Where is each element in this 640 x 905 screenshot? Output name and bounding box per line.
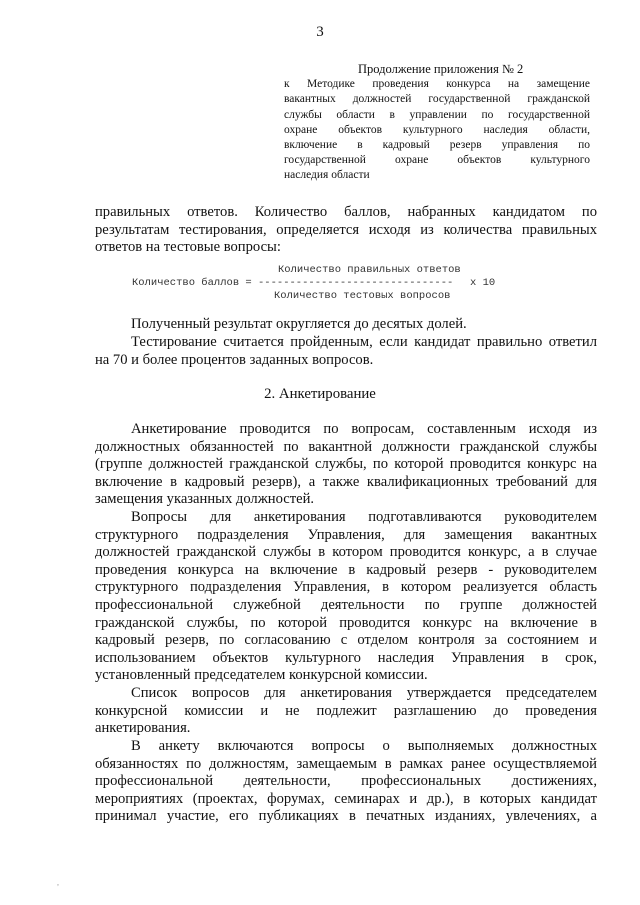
- paragraph-rounding: [95, 316, 597, 334]
- formula-denominator: Количество тестовых вопросов: [274, 290, 451, 302]
- text-line: структурного подразделения Управления, в котором реализуется область: [95, 579, 597, 596]
- paragraph-question-list: [95, 685, 597, 738]
- text-line: на 70 и более процентов заданных вопросов.: [95, 351, 374, 368]
- appendix-line: к Методике проведения конкурса на замещение: [284, 78, 590, 91]
- formula-multiplier: x 10: [470, 277, 496, 289]
- appendix-line: службы области в управлении по государственной: [284, 108, 590, 121]
- paragraph-survey-content: [95, 738, 597, 826]
- paragraph-questions-prepared: [95, 509, 597, 685]
- text-line: гражданской службы, по которой проводится конкурс на включение в: [95, 614, 597, 631]
- text-line: Анкетирование проводится по вопросам, составленным исходя из: [131, 421, 597, 437]
- appendix-line: вакантных должностей государственной гражданской: [284, 93, 590, 106]
- text-line: Полученный результат округляется до десятых долей.: [131, 316, 467, 332]
- text-line: замещения указанных должностей.: [95, 491, 315, 508]
- text-line: анкетирования.: [95, 720, 191, 737]
- text-line: В анкету включаются вопросы о выполняемых должностных: [131, 738, 597, 754]
- appendix-line: включение в кадровый резерв управления по: [284, 139, 590, 152]
- paragraph-survey-basis: [95, 421, 597, 509]
- appendix-header: [284, 62, 590, 184]
- text-line: кадровый резерв, по согласованию с отделом контроля за состоянием и: [95, 632, 597, 649]
- formula-fraction-bar: -------------------------------: [258, 277, 454, 289]
- text-line: профессиональной деятельности, профессиональных достижениях,: [95, 773, 597, 790]
- text-line: принимал участие, его публикациях в печатных изданиях, увлечениях, а: [95, 808, 597, 825]
- formula-lhs: Количество баллов =: [132, 277, 252, 289]
- paragraph-testing-score: [95, 204, 597, 257]
- appendix-title: Продолжение приложения № 2: [358, 62, 524, 76]
- text-line: проведения конкурса на включение в кадровый резерв - руководителем: [95, 561, 597, 578]
- text-line: обязанностях по должностям, замещаемым в рамках ранее осуществляемой: [95, 755, 597, 772]
- footer-mark: ,: [57, 878, 59, 887]
- text-line: Список вопросов для анкетирования утверждается председателем: [131, 685, 597, 701]
- text-line: установленный председателем конкурсной комиссии.: [95, 667, 428, 684]
- appendix-line: охране объектов культурного наследия области,: [284, 123, 590, 136]
- text-line: Вопросы для анкетирования подготавливаются руководителем: [131, 509, 597, 525]
- text-line: должностных обязанностей по вакантной должности гражданской службы: [95, 438, 597, 455]
- page-number: 3: [316, 24, 324, 40]
- appendix-line: наследия области: [284, 169, 370, 182]
- text-line: профессиональной служебной деятельности по группе должностей: [95, 596, 597, 613]
- text-line: конкурсной комиссии и не подлежит разглашению до проведения: [95, 702, 597, 719]
- text-line: структурного подразделения Управления, для замещения вакантных: [95, 526, 597, 543]
- text-line: мероприятиях (проектах, форумах, семинарах и др.), в которых кандидат: [95, 790, 597, 807]
- text-line: включение в кадровый резерв), а также квалификационных требований для: [95, 473, 597, 490]
- text-line: правильных ответов. Количество баллов, набранных кандидатом по: [95, 204, 597, 220]
- text-line: использованием объектов культурного наследия Управления в срок,: [95, 649, 597, 666]
- text-line: должностей гражданской службы в котором проводится конкурс, а в случае: [95, 544, 597, 561]
- formula-numerator: Количество правильных ответов: [278, 264, 461, 276]
- section-heading: 2. Анкетирование: [264, 386, 376, 402]
- text-line: (группе должностей гражданской службы, по которой проводится конкурс на: [95, 456, 597, 473]
- text-line: Тестирование считается пройденным, если кандидат правильно ответил: [131, 334, 597, 350]
- appendix-line: государственной охране объектов культурного: [284, 154, 590, 167]
- text-line: ответов на тестовые вопросы:: [95, 239, 281, 256]
- paragraph-pass-criteria: [95, 334, 597, 369]
- appendix-body: [284, 77, 590, 183]
- text-line: результатам тестирования, определяется исходя из количества правильных: [95, 221, 597, 238]
